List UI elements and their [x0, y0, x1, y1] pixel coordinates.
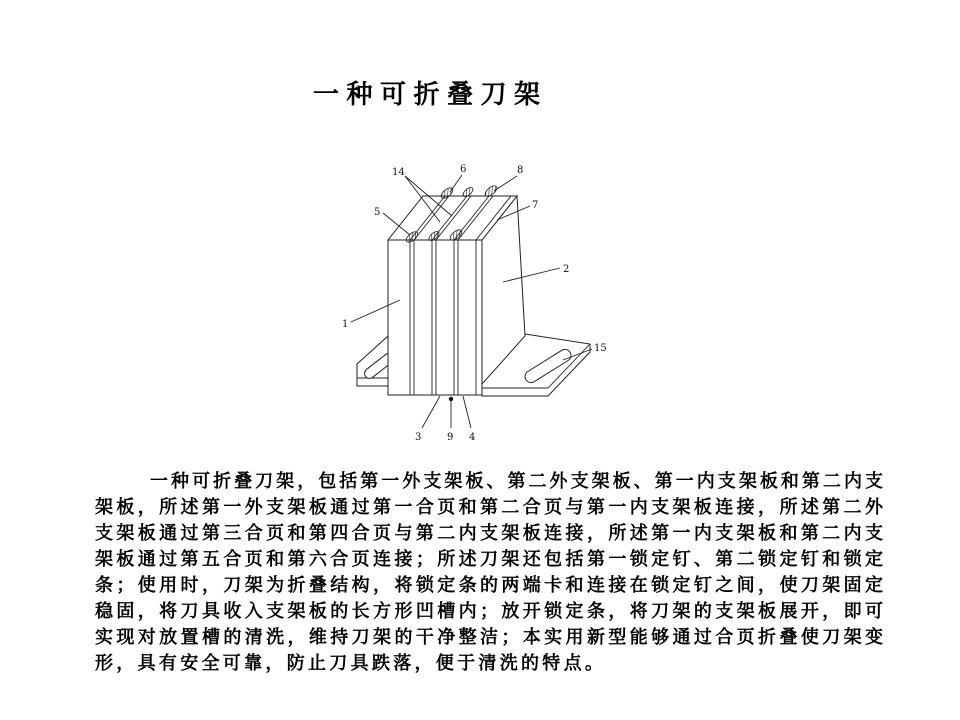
- paragraph-line: 一种可折叠刀架，包括第一外支架板、第二外支架板、第一内支架板和第二内支: [150, 471, 885, 492]
- leader-line: [450, 175, 462, 192]
- paragraph-line: 架板通过第五合页和第六合页连接；所述刀架还包括第一锁定钉、第二锁定钉和锁定: [95, 549, 885, 570]
- part-label-6: 6: [460, 164, 467, 175]
- part-label-14: 14: [392, 167, 405, 178]
- locking-pin-dot: [449, 397, 453, 401]
- leader-line: [463, 396, 471, 428]
- paragraph-line: 稳固，将刀具收入支架板的长方形凹槽内；放开锁定条，将刀架的支架板展开，即可: [95, 601, 885, 622]
- part-label-5: 5: [374, 207, 381, 218]
- part-label-9: 9: [447, 432, 454, 443]
- leader-line: [422, 396, 440, 428]
- leader-line: [494, 176, 517, 191]
- part-label-3: 3: [415, 432, 422, 443]
- part-label-8: 8: [517, 165, 524, 176]
- paragraph-line: 支架板通过第三合页和第四合页与第二内支架板连接，所述第一内支架板和第二内支: [95, 523, 885, 544]
- part-label-4: 4: [469, 432, 476, 443]
- figure-drawing: [330, 150, 630, 450]
- part-label-7: 7: [532, 200, 539, 211]
- abstract-paragraph: [95, 469, 885, 677]
- paragraph-line: 实现对放置槽的清洗，维持刀架的干净整洁；本实用新型能够通过合页折叠使刀架变: [95, 627, 885, 648]
- part-label-15: 15: [594, 343, 607, 354]
- part-label-1: 1: [342, 319, 349, 330]
- front-face: [388, 240, 482, 395]
- paragraph-line: 形，具有安全可靠，防止刀具跌落，便于清洗的特点。: [95, 653, 607, 674]
- page-title: 一种可折叠刀架: [313, 80, 548, 110]
- paragraph-line: 架板，所述第一外支架板通过第一合页和第二合页与第一内支架板连接，所述第二外: [95, 497, 885, 518]
- paragraph-line: 条；使用时，刀架为折叠结构，将锁定条的两端卡和连接在锁定钉之间，使刀架固定: [95, 575, 885, 596]
- part-label-2: 2: [563, 264, 570, 275]
